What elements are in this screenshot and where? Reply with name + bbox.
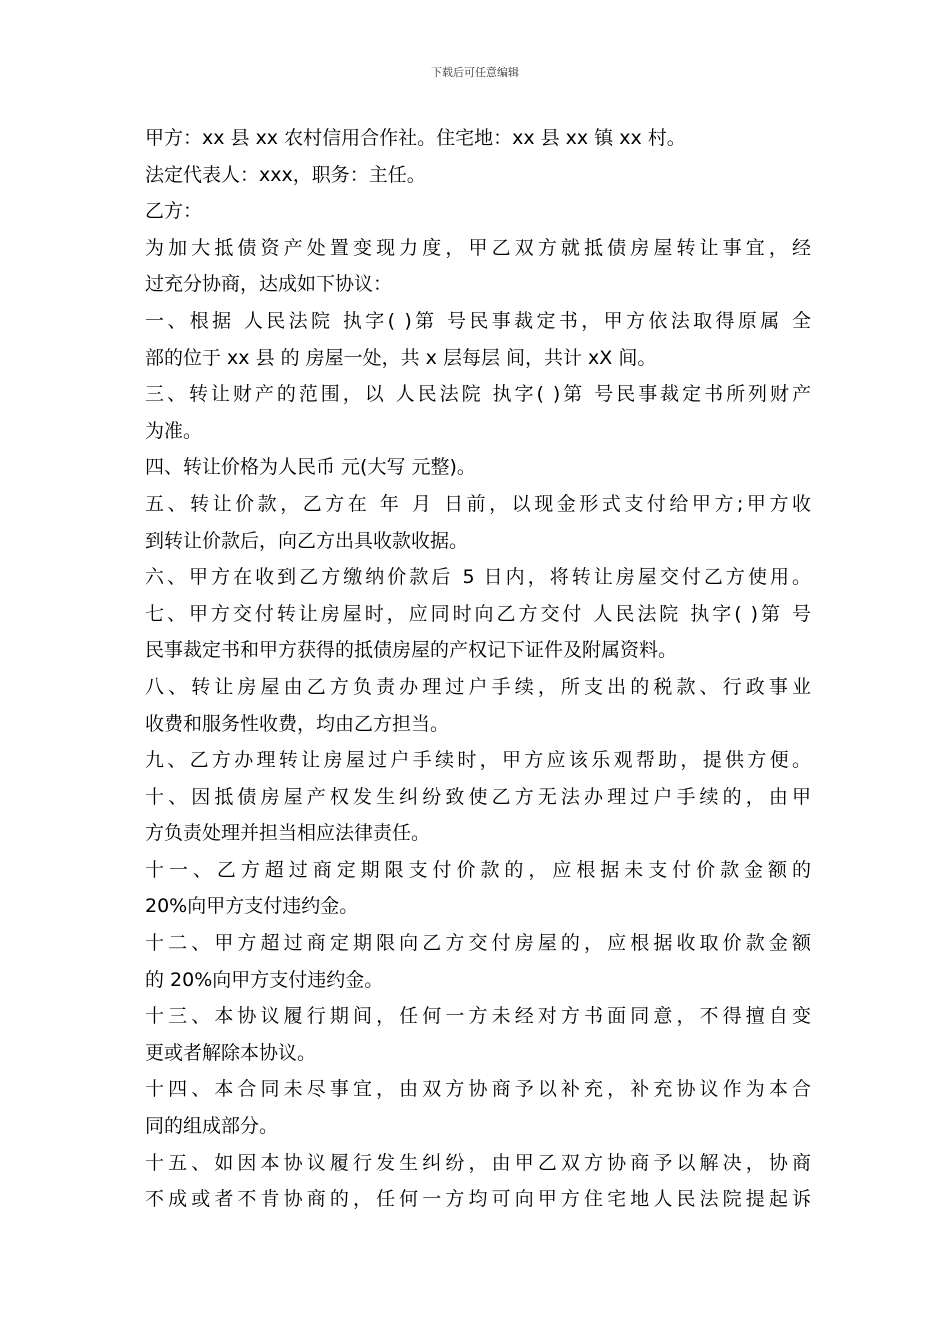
text-line: 的 20%向甲方支付违约金。 [145, 968, 384, 991]
text-line: 过充分协商，达成如下协议： [145, 273, 393, 296]
text-line: 法定代表人：xxx，职务：主任。 [145, 163, 426, 186]
text-line: 不成或者不肯协商的，任何一方均可向甲方住宅地人民法院提起诉 [145, 1188, 811, 1211]
text-line: 收费和服务性收费，均由乙方担当。 [145, 712, 450, 735]
text-line: 八、转让房屋由乙方负责办理过户手续，所支出的税款、行政事业 [145, 675, 811, 698]
text-line: 为准。 [145, 419, 203, 442]
text-line: 甲方：xx 县 xx 农村信用合作社。住宅地：xx 县 xx 镇 xx 村。 [145, 127, 686, 149]
text-line: 十二、甲方超过商定期限向乙方交付房屋的，应根据收取价款金额 [145, 932, 811, 955]
text-line: 六、甲方在收到乙方缴纳价款后 5 日内，将转让房屋交付乙方使用。 [145, 566, 811, 589]
text-line: 三、转让财产的范围，以 人民法院 执字( )第 号民事裁定书所列财产 [145, 383, 811, 406]
text-line: 四、转让价格为人民币 元(大写 元整)。 [145, 456, 476, 479]
text-line: 乙方： [145, 200, 203, 223]
text-line: 十一、乙方超过商定期限支付价款的，应根据未支付价款金额的 [145, 858, 811, 881]
document-body [145, 120, 811, 1218]
page-header: 下载后可任意编辑 [431, 66, 519, 79]
text-line: 十五、如因本协议履行发生纠纷，由甲乙双方协商予以解决，协商 [145, 1151, 811, 1174]
text-line: 五、转让价款，乙方在 年 月 日前，以现金形式支付给甲方;甲方收 [145, 492, 811, 515]
text-line: 九、乙方办理转让房屋过户手续时，甲方应该乐观帮助，提供方便。 [145, 749, 811, 772]
text-line: 部的位于 xx 县 的 房屋一处，共 x 层每层 间，共计 xX 间。 [145, 346, 657, 369]
text-line: 到转让价款后，向乙方出具收款收据。 [145, 529, 469, 552]
text-line: 十四、本合同未尽事宜，由双方协商予以补充，补充协议作为本合 [145, 1078, 811, 1101]
text-line: 20%向甲方支付违约金。 [145, 895, 359, 918]
text-line: 方负责处理并担当相应法律责任。 [145, 822, 431, 845]
text-line: 为加大抵债资产处置变现力度，甲乙双方就抵债房屋转让事宜，经 [145, 236, 811, 259]
text-line: 更或者解除本协议。 [145, 1041, 317, 1064]
text-line: 民事裁定书和甲方获得的抵债房屋的产权记下证件及附属资料。 [145, 639, 678, 662]
text-line: 同的组成部分。 [145, 1115, 279, 1138]
text-line: 十三、本协议履行期间，任何一方未经对方书面同意，不得擅自变 [145, 1005, 811, 1028]
text-line: 一、根据 人民法院 执字( )第 号民事裁定书，甲方依法取得原属 全 [145, 309, 811, 332]
text-line: 十、因抵债房屋产权发生纠纷致使乙方无法办理过户手续的，由甲 [145, 785, 811, 808]
text-line: 七、甲方交付转让房屋时，应同时向乙方交付 人民法院 执字( )第 号 [145, 602, 811, 625]
